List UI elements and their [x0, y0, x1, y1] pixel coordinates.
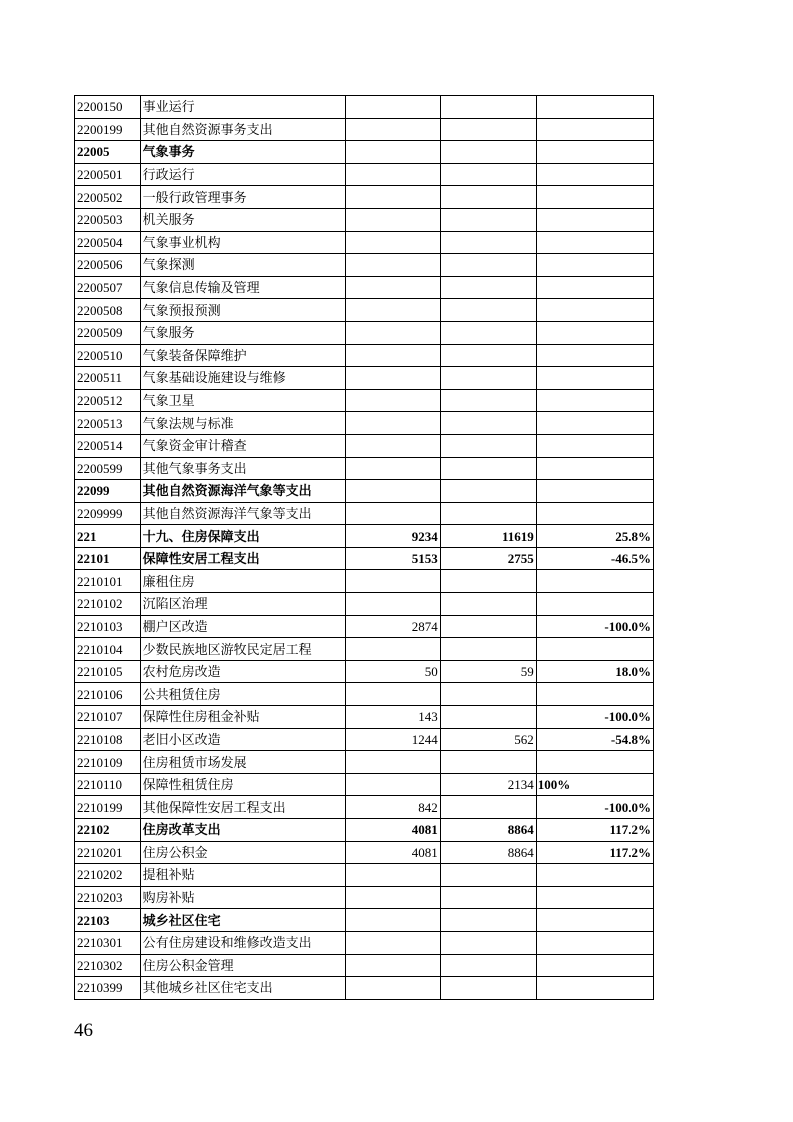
row-change-percent-cell: 117.2% — [536, 841, 653, 864]
row-change-percent-cell — [536, 321, 653, 344]
row-code-cell: 2200599 — [75, 457, 141, 480]
table-row — [75, 434, 654, 457]
row-name-cell: 气象事务 — [140, 141, 345, 164]
row-current-year-value-cell — [440, 864, 536, 887]
row-prior-year-value-cell — [345, 773, 440, 796]
row-name-cell: 其他自然资源海洋气象等支出 — [140, 480, 345, 503]
row-prior-year-value-cell — [345, 954, 440, 977]
row-current-year-value-cell — [440, 321, 536, 344]
row-current-year-value-cell: 11619 — [440, 525, 536, 548]
row-name-cell: 一般行政管理事务 — [140, 186, 345, 209]
row-name-cell: 气象基础设施建设与维修 — [140, 367, 345, 390]
row-current-year-value-cell — [440, 231, 536, 254]
row-current-year-value-cell — [440, 593, 536, 616]
row-code-cell: 2200510 — [75, 344, 141, 367]
table-row — [75, 141, 654, 164]
row-change-percent-cell — [536, 344, 653, 367]
table-row — [75, 864, 654, 887]
row-code-cell: 2210107 — [75, 706, 141, 729]
row-prior-year-value-cell — [345, 412, 440, 435]
row-name-cell: 廉租住房 — [140, 570, 345, 593]
row-name-cell: 住房租赁市场发展 — [140, 751, 345, 774]
row-code-cell: 2210302 — [75, 954, 141, 977]
row-code-cell: 2210399 — [75, 977, 141, 1000]
row-current-year-value-cell — [440, 96, 536, 119]
row-current-year-value-cell — [440, 706, 536, 729]
row-code-cell: 2210101 — [75, 570, 141, 593]
table-row — [75, 841, 654, 864]
row-change-percent-cell: 18.0% — [536, 660, 653, 683]
row-name-cell: 其他气象事务支出 — [140, 457, 345, 480]
row-change-percent-cell — [536, 276, 653, 299]
row-change-percent-cell — [536, 457, 653, 480]
row-change-percent-cell: -100.0% — [536, 796, 653, 819]
row-change-percent-cell — [536, 570, 653, 593]
row-change-percent-cell — [536, 683, 653, 706]
table-row — [75, 208, 654, 231]
row-change-percent-cell: 100% — [536, 773, 653, 796]
row-name-cell: 城乡社区住宅 — [140, 909, 345, 932]
row-name-cell: 气象装备保障维护 — [140, 344, 345, 367]
row-prior-year-value-cell — [345, 457, 440, 480]
row-change-percent-cell — [536, 502, 653, 525]
row-change-percent-cell — [536, 118, 653, 141]
table-row — [75, 796, 654, 819]
row-prior-year-value-cell — [345, 977, 440, 1000]
table-row — [75, 909, 654, 932]
row-name-cell: 棚户区改造 — [140, 615, 345, 638]
row-name-cell: 气象信息传输及管理 — [140, 276, 345, 299]
row-prior-year-value-cell — [345, 344, 440, 367]
row-prior-year-value-cell — [345, 570, 440, 593]
row-code-cell: 2200504 — [75, 231, 141, 254]
row-prior-year-value-cell — [345, 502, 440, 525]
row-change-percent-cell — [536, 886, 653, 909]
row-change-percent-cell — [536, 909, 653, 932]
row-change-percent-cell — [536, 751, 653, 774]
row-name-cell: 少数民族地区游牧民定居工程 — [140, 638, 345, 661]
table-row — [75, 977, 654, 1000]
row-code-cell: 2200508 — [75, 299, 141, 322]
row-code-cell: 22102 — [75, 819, 141, 842]
row-change-percent-cell — [536, 96, 653, 119]
row-current-year-value-cell — [440, 389, 536, 412]
row-prior-year-value-cell — [345, 480, 440, 503]
row-name-cell: 气象服务 — [140, 321, 345, 344]
table-row — [75, 638, 654, 661]
row-name-cell: 购房补贴 — [140, 886, 345, 909]
row-code-cell: 2200501 — [75, 163, 141, 186]
row-change-percent-cell: -100.0% — [536, 615, 653, 638]
table-row — [75, 163, 654, 186]
table-row — [75, 547, 654, 570]
table-row — [75, 931, 654, 954]
row-code-cell: 2200503 — [75, 208, 141, 231]
row-prior-year-value-cell — [345, 254, 440, 277]
row-change-percent-cell — [536, 412, 653, 435]
row-current-year-value-cell — [440, 886, 536, 909]
row-change-percent-cell — [536, 367, 653, 390]
row-change-percent-cell — [536, 389, 653, 412]
row-name-cell: 其他城乡社区住宅支出 — [140, 977, 345, 1000]
row-change-percent-cell: -100.0% — [536, 706, 653, 729]
row-prior-year-value-cell — [345, 208, 440, 231]
row-prior-year-value-cell: 9234 — [345, 525, 440, 548]
row-code-cell: 2200511 — [75, 367, 141, 390]
row-name-cell: 提租补贴 — [140, 864, 345, 887]
row-current-year-value-cell — [440, 163, 536, 186]
row-code-cell: 2200509 — [75, 321, 141, 344]
row-prior-year-value-cell — [345, 638, 440, 661]
row-code-cell: 2210201 — [75, 841, 141, 864]
table-row — [75, 615, 654, 638]
row-code-cell: 2210109 — [75, 751, 141, 774]
row-prior-year-value-cell: 1244 — [345, 728, 440, 751]
table-row — [75, 389, 654, 412]
row-code-cell: 2200507 — [75, 276, 141, 299]
row-prior-year-value-cell — [345, 96, 440, 119]
row-current-year-value-cell — [440, 186, 536, 209]
row-code-cell: 2200512 — [75, 389, 141, 412]
row-change-percent-cell — [536, 480, 653, 503]
row-code-cell: 2210202 — [75, 864, 141, 887]
table-row — [75, 231, 654, 254]
row-prior-year-value-cell: 143 — [345, 706, 440, 729]
row-name-cell: 气象预报预测 — [140, 299, 345, 322]
row-prior-year-value-cell: 5153 — [345, 547, 440, 570]
row-current-year-value-cell: 2134 — [440, 773, 536, 796]
row-prior-year-value-cell: 2874 — [345, 615, 440, 638]
row-code-cell: 2210103 — [75, 615, 141, 638]
row-current-year-value-cell — [440, 344, 536, 367]
row-name-cell: 老旧小区改造 — [140, 728, 345, 751]
table-row — [75, 593, 654, 616]
row-name-cell: 公共租赁住房 — [140, 683, 345, 706]
budget-table — [74, 95, 654, 1000]
row-change-percent-cell — [536, 434, 653, 457]
row-prior-year-value-cell — [345, 231, 440, 254]
table-row — [75, 457, 654, 480]
table-row — [75, 321, 654, 344]
row-name-cell: 其他自然资源海洋气象等支出 — [140, 502, 345, 525]
row-code-cell: 2200502 — [75, 186, 141, 209]
row-name-cell: 保障性租赁住房 — [140, 773, 345, 796]
row-change-percent-cell — [536, 299, 653, 322]
row-code-cell: 2209999 — [75, 502, 141, 525]
row-code-cell: 22005 — [75, 141, 141, 164]
row-name-cell: 机关服务 — [140, 208, 345, 231]
row-change-percent-cell: -54.8% — [536, 728, 653, 751]
row-current-year-value-cell — [440, 480, 536, 503]
row-current-year-value-cell — [440, 909, 536, 932]
row-code-cell: 2200199 — [75, 118, 141, 141]
row-code-cell: 2210203 — [75, 886, 141, 909]
table-row — [75, 276, 654, 299]
row-name-cell: 气象卫星 — [140, 389, 345, 412]
row-current-year-value-cell — [440, 276, 536, 299]
row-current-year-value-cell — [440, 208, 536, 231]
table-row — [75, 660, 654, 683]
row-prior-year-value-cell — [345, 434, 440, 457]
row-prior-year-value-cell — [345, 276, 440, 299]
row-change-percent-cell — [536, 864, 653, 887]
row-change-percent-cell — [536, 163, 653, 186]
row-name-cell: 气象法规与标准 — [140, 412, 345, 435]
row-prior-year-value-cell — [345, 141, 440, 164]
row-name-cell: 其他自然资源事务支出 — [140, 118, 345, 141]
row-name-cell: 沉陷区治理 — [140, 593, 345, 616]
table-row — [75, 525, 654, 548]
row-current-year-value-cell — [440, 638, 536, 661]
row-prior-year-value-cell: 4081 — [345, 841, 440, 864]
table-row — [75, 570, 654, 593]
row-name-cell: 住房改革支出 — [140, 819, 345, 842]
row-current-year-value-cell — [440, 457, 536, 480]
table-row — [75, 706, 654, 729]
row-prior-year-value-cell — [345, 751, 440, 774]
row-change-percent-cell — [536, 593, 653, 616]
table-row — [75, 118, 654, 141]
row-current-year-value-cell: 562 — [440, 728, 536, 751]
row-code-cell: 221 — [75, 525, 141, 548]
row-prior-year-value-cell — [345, 909, 440, 932]
row-current-year-value-cell: 8864 — [440, 819, 536, 842]
row-change-percent-cell — [536, 208, 653, 231]
table-row — [75, 96, 654, 119]
row-current-year-value-cell — [440, 751, 536, 774]
row-code-cell: 2210104 — [75, 638, 141, 661]
row-prior-year-value-cell: 4081 — [345, 819, 440, 842]
table-row — [75, 683, 654, 706]
row-change-percent-cell: -46.5% — [536, 547, 653, 570]
row-code-cell: 22103 — [75, 909, 141, 932]
row-prior-year-value-cell — [345, 593, 440, 616]
row-name-cell: 气象探测 — [140, 254, 345, 277]
row-current-year-value-cell: 59 — [440, 660, 536, 683]
row-prior-year-value-cell — [345, 683, 440, 706]
row-current-year-value-cell — [440, 254, 536, 277]
row-name-cell: 十九、住房保障支出 — [140, 525, 345, 548]
row-current-year-value-cell — [440, 141, 536, 164]
row-current-year-value-cell — [440, 615, 536, 638]
row-prior-year-value-cell — [345, 367, 440, 390]
page-number: 46 — [74, 1020, 93, 1041]
row-current-year-value-cell — [440, 434, 536, 457]
row-prior-year-value-cell: 842 — [345, 796, 440, 819]
row-change-percent-cell: 117.2% — [536, 819, 653, 842]
table-row — [75, 412, 654, 435]
row-name-cell: 保障性住房租金补贴 — [140, 706, 345, 729]
row-current-year-value-cell — [440, 412, 536, 435]
row-prior-year-value-cell — [345, 864, 440, 887]
row-prior-year-value-cell — [345, 186, 440, 209]
row-prior-year-value-cell: 50 — [345, 660, 440, 683]
table-row — [75, 367, 654, 390]
table-row — [75, 954, 654, 977]
row-change-percent-cell: 25.8% — [536, 525, 653, 548]
row-name-cell: 事业运行 — [140, 96, 345, 119]
row-code-cell: 2200514 — [75, 434, 141, 457]
row-change-percent-cell — [536, 638, 653, 661]
row-current-year-value-cell — [440, 796, 536, 819]
row-current-year-value-cell — [440, 570, 536, 593]
row-code-cell: 2210108 — [75, 728, 141, 751]
row-current-year-value-cell — [440, 954, 536, 977]
row-name-cell: 气象事业机构 — [140, 231, 345, 254]
row-change-percent-cell — [536, 931, 653, 954]
table-row — [75, 186, 654, 209]
row-code-cell: 2210110 — [75, 773, 141, 796]
row-change-percent-cell — [536, 141, 653, 164]
row-change-percent-cell — [536, 186, 653, 209]
row-prior-year-value-cell — [345, 389, 440, 412]
row-prior-year-value-cell — [345, 163, 440, 186]
row-code-cell: 2210301 — [75, 931, 141, 954]
table-row — [75, 773, 654, 796]
table-row — [75, 728, 654, 751]
row-current-year-value-cell — [440, 118, 536, 141]
budget-table-body — [75, 96, 654, 1000]
row-code-cell: 2210199 — [75, 796, 141, 819]
table-row — [75, 819, 654, 842]
row-prior-year-value-cell — [345, 299, 440, 322]
row-name-cell: 其他保障性安居工程支出 — [140, 796, 345, 819]
row-name-cell: 行政运行 — [140, 163, 345, 186]
row-change-percent-cell — [536, 977, 653, 1000]
row-code-cell: 2200506 — [75, 254, 141, 277]
row-code-cell: 2210102 — [75, 593, 141, 616]
row-code-cell: 2210106 — [75, 683, 141, 706]
row-name-cell: 公有住房建设和维修改造支出 — [140, 931, 345, 954]
table-row — [75, 480, 654, 503]
row-name-cell: 农村危房改造 — [140, 660, 345, 683]
row-current-year-value-cell — [440, 977, 536, 1000]
row-change-percent-cell — [536, 231, 653, 254]
row-prior-year-value-cell — [345, 118, 440, 141]
row-prior-year-value-cell — [345, 931, 440, 954]
row-current-year-value-cell: 2755 — [440, 547, 536, 570]
table-row — [75, 344, 654, 367]
row-code-cell: 22099 — [75, 480, 141, 503]
row-change-percent-cell — [536, 954, 653, 977]
row-prior-year-value-cell — [345, 886, 440, 909]
row-current-year-value-cell: 8864 — [440, 841, 536, 864]
row-current-year-value-cell — [440, 502, 536, 525]
row-code-cell: 2200150 — [75, 96, 141, 119]
row-code-cell: 2210105 — [75, 660, 141, 683]
row-name-cell: 住房公积金 — [140, 841, 345, 864]
row-name-cell: 住房公积金管理 — [140, 954, 345, 977]
table-row — [75, 751, 654, 774]
row-current-year-value-cell — [440, 299, 536, 322]
row-change-percent-cell — [536, 254, 653, 277]
table-row — [75, 886, 654, 909]
table-row — [75, 254, 654, 277]
row-current-year-value-cell — [440, 931, 536, 954]
row-current-year-value-cell — [440, 367, 536, 390]
table-row — [75, 502, 654, 525]
row-prior-year-value-cell — [345, 321, 440, 344]
row-current-year-value-cell — [440, 683, 536, 706]
row-code-cell: 2200513 — [75, 412, 141, 435]
row-name-cell: 气象资金审计稽查 — [140, 434, 345, 457]
row-code-cell: 22101 — [75, 547, 141, 570]
table-row — [75, 299, 654, 322]
row-name-cell: 保障性安居工程支出 — [140, 547, 345, 570]
